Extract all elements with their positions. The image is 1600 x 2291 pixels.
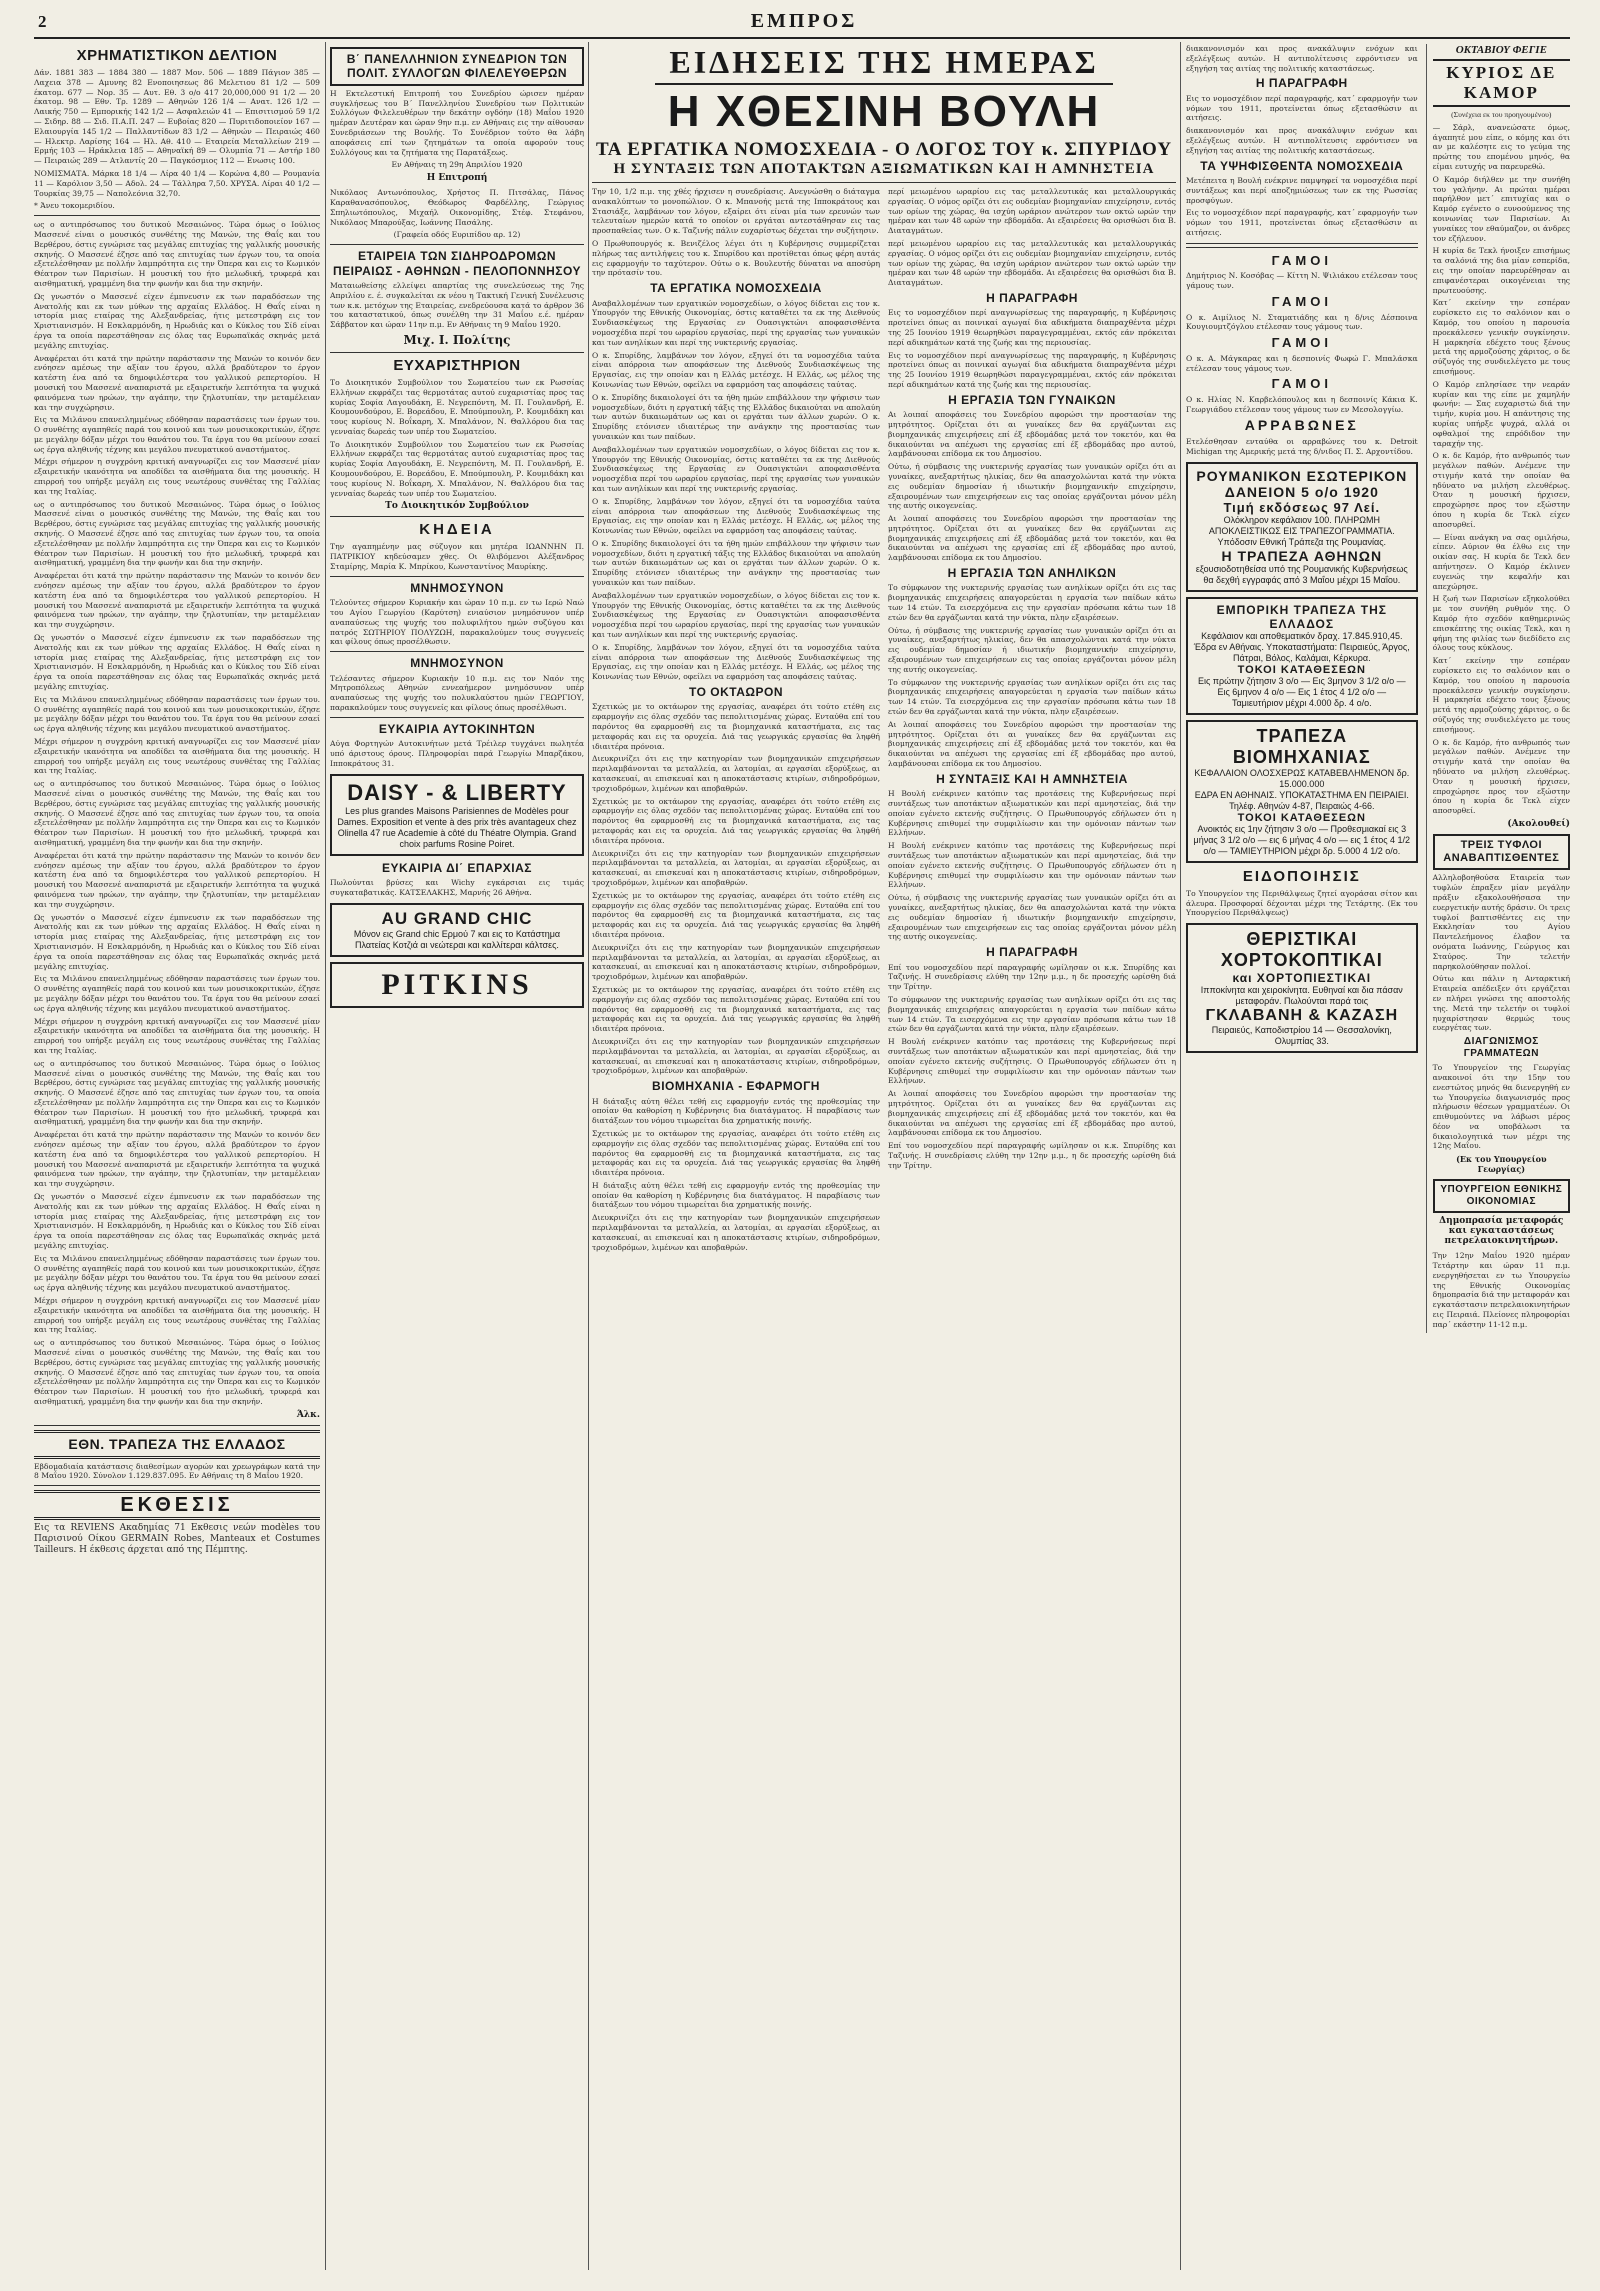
- grand-chic-ad: [330, 903, 584, 957]
- article-paragraph: Επί του νομοσχεδίου περί παραγραφής ωμίλησαν οι κ.κ. Σπυρίδης και Ταζινής. Η συνεδρίασις ελύθη την 12ην μ.μ., η δε προσεχής ωρίσθη διά την Τρίτην.: [888, 962, 1176, 992]
- ad-firm: ΓΚΛΑΒΑΝΗ & ΚΑΖΑΣΗ: [1205, 1007, 1399, 1025]
- article-paragraph: Η διάταξις αύτη θέλει τεθή εις εφαρμογήν εντός της προθεσμίας την οποίαν θα καθορίση η Κυβέρνησις δια διατάγματος. Η παραβίασις των διατάξεων του νόμου τιμωρείται δια χρηματικής ποινής.: [592, 1096, 880, 1126]
- bank-notice-title: ΕΘΝ. ΤΡΑΠΕΖΑ ΤΗΣ ΕΛΛΑΔΟΣ: [34, 1430, 320, 1459]
- section-heading: Η ΣΥΝΤΑΞΙΣ ΚΑΙ Η ΑΜΝΗΣΤΕΙΑ: [936, 771, 1128, 786]
- article-paragraph: Το σύμφωνον της νυκτερινής εργασίας των ανηλίκων ορίζει ότι εις τας βιομηχανικάς επιχειρήσεις απαγορεύεται η εργασία των παίδων κάτω των 14 ετών. Τα εισερχόμενα εις την εργασίαν πρόσωπα κάτω των 18 ετών δεν θα εργάζωνται κατά την νύκτα, πλην εξαιρέσεων.: [888, 583, 1176, 622]
- notices-title: ΕΙΔΟΠΟΙΗΣΙΣ: [1242, 867, 1361, 885]
- serial-paragraph: Η ζωή των Παρισίων εξηκολούθει με τον συνήθη ρυθμόν της. Ο Καμόρ ήτο σχεδόν καθημερινώς επισκέπτης της οικίας Τεκλ, και η φήμη της φιλίας των διεδίδετο εις όλους τους κύκλους.: [1432, 594, 1570, 653]
- ad-title: AU GRAND CHIC: [381, 908, 533, 928]
- romanian-loan-ad: [1186, 462, 1418, 592]
- article-paragraph: Μέχρι σήμερον η συγχρόνη κριτική αναγνωρίζει εις τον Μασσενέ μίαν εξαιρετικήν ικανότητα να αποδίδει τα αισθήματα δια της μουσικής. Η επιρροή του υπήρξε μεγάλη εις τους νεωτέρους συνθέτας της Γαλλίας και της Ιταλίας.: [34, 1016, 320, 1055]
- ad-text: Ιπποκίνητα και χειροκίνητα. Ευθηναί και δια πάσαν μεταφοράν. Πωλούνται παρά τοις: [1200, 985, 1403, 1007]
- weddings-text: Δημήτριος Ν. Κοσόβας — Κίττη Ν. Ψιλιάκου ετέλεσαν τους γάμους των.: [1186, 271, 1418, 291]
- ad-text: Ανοικτός εις 1ην ζήτησιν 3 ο/ο — Προθεσμιακαί εις 3 μήνας 3 1/2 ο/ο — εις 6 μήνας 4 ο/ο — εις 1 έτος 4 1/2 ο/ο — ΤΑΜΙΕΥΤΗΡΙΟΝ μέχρι δρ. 5.000 4 1/2 ο/ο.: [1193, 823, 1411, 856]
- funeral-title: ΚΗΔΕΙΑ: [419, 521, 495, 539]
- article-paragraph: Εις το νομοσχέδιον περί αναγνωρίσεως της παραγραφής, η Κυβέρνησις προτείνει όπως αι ποινικαί αγωγαί δια αδικήματα διαπραχθέντα μέχρι της 25 Ιουνίου 1919 θεωρηθώσι παραγεγραμμέναι, εκτός εάν πρόκειται περί αδικημάτων κατά της ζωής και της περιουσίας.: [888, 350, 1176, 389]
- economy-ministry-title: ΥΠΟΥΡΓΕΙΟΝ ΕΘΝΙΚΗΣ ΟΙΚΟΝΟΜΙΑΣ: [1433, 1179, 1570, 1213]
- divider: [330, 516, 584, 517]
- divider: [592, 182, 1176, 183]
- section-heading: ΒΙΟΜΗΧΑΝΙΑ - ΕΦΑΡΜΟΓΗ: [652, 1079, 820, 1094]
- economy-ministry-text: Την 12ην Μαΐου 1920 ημέραν Τετάρτην και ώραν 11 π.μ. ενεργηθήσεται εν τω Υπουργείω της Εθνικής Οικονομίας δημοπρασία διά την μεταφοράν και εγκατάστασιν πετρελαιοκινητήρων εις Πειραιά. Πλείονες πληροφορίαι παρ΄ εκάστην 11-12 π.μ.: [1432, 1251, 1570, 1329]
- article-paragraph: Η διάταξις αύτη θέλει τεθή εις εφαρμογήν εντός της προθεσμίας την οποίαν θα καθορίση η Κυβέρνησις δια διατάγματος. Η παραβίασις των διατάξεων του νόμου τιμωρείται δια χρηματικής ποινής.: [592, 1180, 880, 1210]
- article-paragraph: Αι λοιπαί αποφάσεις του Συνεδρίου αφορώσι την προστασίαν της μητρότητος. Ορίζεται ότι αι γυναίκες δεν θα εργάζωνται εις βιομηχανικάς επιχειρήσεις επί έξ εβδομάδας μετά τον τοκετόν, και θα δικαιούνται να απέχωσι της εργασίας επί έξ εβδομάδας προ αυτού, λαμβάνουσαι επίδομα εκ του Δημοσίου.: [888, 719, 1176, 769]
- article-paragraph: Διευκρινίζει ότι εις την κατηγορίαν των βιομηχανικών επιχειρήσεων περιλαμβάνονται τα μεταλλεία, αι λατομίαι, αι εργασίαι εξορύξεως, αι κατασκευαί, αι επισκευαί και η αποκατάστασις κτιρίων, σιδηροδρόμων, τροχιοδρόμων, λιμένων και αποβαθρών.: [592, 1213, 880, 1252]
- article-paragraph: Αι λοιπαί αποφάσεις του Συνεδρίου αφορώσι την προστασίαν της μητρότητος. Ορίζεται ότι αι γυναίκες δεν θα εργάζωνται εις βιομηχανικάς επιχειρήσεις επί έξ εβδομάδας μετά τον τοκετόν, και θα δικαιούνται να απέχωσι της εργασίας επί έξ εβδομάδας προ αυτού, λαμβάνουσαι επίδομα εκ του Δημοσίου.: [888, 514, 1176, 563]
- paper-name: ΕΜΠΡΟΣ: [750, 10, 858, 32]
- article-paragraph: Εις τα Μιλάνου επανειλημμένως εδόθησαν παραστάσεις των έργων του. Ο συνθέτης αγαπηθείς παρά του κοινού και των μουσικοκριτικών, έζησε με μεγάλην δόξαν μέχρι του θανάτου του. Τα έργα του θα μείνουν εσαεί ως έργα αληθινής τέχνης και μεγάλου πνευματικού αναστήματος.: [34, 974, 320, 1013]
- currency-text: ΝΟΜΙΣΜΑΤΑ. Μάρκα 18 1/4 — Λίρα 40 1/4 — Κορώνα 4,80 — Ρουμανία 11 — Καρόλιον 3,50 — Αδολ. 24 — Τάλληρα 7,50. ΧΡΥΣΑ. Λίραι 40 1/2 — Τουρκίας 39,75 — Ναπολεόνια 32,70.: [34, 168, 320, 198]
- article-paragraph: Ο κ. Σπυρίδης, λαμβάνων τον λόγον, εξηγεί ότι τα νομοσχέδια ταύτα είναι απόρροια των αποφάσεων της Διεθνούς Συνδιασκέψεως της Εργασίας, εις την οποίαν και η Ελλάς μετέσχε. Η Ελλάς, ως μέλος της Κοινωνίας των Εθνών, οφείλει να εφαρμόση τας αποφάσεις ταύτας.: [592, 350, 880, 389]
- ad-text: ΚΕΦΑΛΑΙΟΝ ΟΛΟΣΧΕΡΩΣ ΚΑΤΑΒΕΒΛΗΜΕΝΟΝ δρ. 15.000.000: [1194, 767, 1410, 789]
- divider: [330, 651, 584, 652]
- thanks-signature: Το Διοικητικόν Συμβούλιον: [385, 501, 529, 512]
- column-5: [1426, 44, 1570, 1333]
- ad-title: ΕΜΠΟΡΙΚΗ ΤΡΑΠΕΖΑ ΤΗΣ ΕΛΛΑΔΟΣ: [1216, 602, 1387, 631]
- sub-headline-2: Η ΣΥΝΤΑΞΙΣ ΤΩΝ ΑΠΟΤΑΚΤΩΝ ΑΞΙΩΜΑΤΙΚΩΝ ΚΑΙ Η ΑΜΝΗΣΤΕΙΑ: [613, 161, 1155, 177]
- main-headline-block: [592, 44, 1176, 178]
- right-columns: [1186, 44, 1570, 2269]
- article-paragraph: Ως γνωστόν ο Μασσενέ είχεν έμπνευσιν εκ των παραδόσεων της Ανατολής και εκ των μύθων της αρχαίας Ελλάδος. Η Θαΐς είναι η ιστορία μιας εταίρας της Αλεξανδρείας, ήτις μετεστράφη εις τον Χριστιανισμόν. Η Εσκλαρμόνδη, η Ηρωδιάς και ο Κύκλος του Σίδ είναι έργα τα οποία παρεστάθησαν εις όλας τας Ευρωπαϊκάς σκηνάς μετά μεγάλης επιτυχίας.: [34, 633, 320, 692]
- financial-note: * Άνευ τοκομεριδίου.: [34, 201, 115, 211]
- weddings-title: ΓΑΜΟΙ: [1271, 252, 1332, 268]
- article-paragraph: Ως γνωστόν ο Μασσενέ είχεν έμπνευσιν εκ των παραδόσεων της Ανατολής και εκ των μύθων της αρχαίας Ελλάδος. Η Θαΐς είναι η ιστορία μιας εταίρας της Αλεξανδρείας, ήτις μετεστράφη εις τον Χριστιανισμόν. Η Εσκλαρμόνδη, η Ηρωδιάς και ο Κύκλος του Σίδ είναι έργα τα οποία παρεστάθησαν εις όλας τας Ευρωπαϊκάς σκηνάς μετά μεγάλης επιτυχίας.: [34, 912, 320, 971]
- article-paragraph: Ούτω, ή σύμβασις της νυκτερινής εργασίας των γυναικών ορίζει ότι αι γυναίκες, ανεξαρτήτως ηλικίας, δεν θα απασχολώνται κατά την νύκτα εις ουδεμίαν δημοσίαν ή ιδιωτικήν βιομηχανικήν επιχείρησιν, εξαιρουμένων των επιχειρήσεων εις τας οποίας εργάζονται μόνον μέλη της αυτής οικογενείας.: [888, 893, 1176, 942]
- committee-address: (Γραφεία οδός Ευριπίδου αρ. 12): [393, 230, 521, 240]
- newspaper-page: [34, 12, 1570, 2274]
- article-paragraph: ως ο αντιπρόσωπος του δυτικού Μεσαιώνος. Τώρα όμως ο Ιούλιος Μασσενέ είναι ο μουσικός συνθέτης της Μανών, της Θαΐς και του Βερθέρου, όστις εγνώρισε τας μεγάλας επιτυχίας της γαλλικής μουσικής σκηνής. Ο Μασσενέ έζησε από τας επιτυχίας των έργων του, τα οποία εξετελέσθησαν με πολλήν λαμπρότητα εις την Όπερα και εις το Κωμικόν Θέατρον των Παρισίων. Η μουσική του ήτο μελωδική, τρυφερά και αισθηματική, γραμμένη δια την φωνήν και δια την σκηνήν.: [34, 1338, 320, 1406]
- serial-paragraph: — Είναι ανάγκη να σας ομιλήσω, είπεν. Αύριον θα έλθω εις την οικίαν σας. Η κυρία δε Τεκλ δεν απήντησεν. Ο Καμόρ έκλινεν ευγενώς την κεφαλήν και απεχώρησε.: [1432, 532, 1570, 591]
- assembly-date: Εν Αθήναις τη 29η Απριλίου 1920: [391, 160, 523, 170]
- serial-paragraph: — Σάρλ, ανανεώσατε όμως, άγαπητέ μου είπε, ο κόμης και ότι αν με καλέσητε εις το γεύμα της πρώτης του επομένου μηνός, θα είμαι ευτυχής να παρευρεθώ.: [1432, 122, 1570, 171]
- railway-text: Ματαιωθείσης ελλείψει απαρτίας της συνελεύσεως της 7ης Απριλίου ε. έ. συγκαλείται εκ νέου η Τακτική Γενική Συνέλευσις των κ.κ. μετόχων της Εταιρείας, ενεδρεύουσα κατά το άρθρον 36 του καταστατικού, όπως συνέλθη την 31 Μαΐου ε.έ. ημέραν Σάββατον και ώραν 11ην π.μ. Εν Αθήναις τη 9 Μαΐου 1920.: [330, 280, 584, 330]
- divider: [1186, 243, 1418, 248]
- province-title: ΕΥΚΑΙΡΙΑ ΔΙ΄ ΕΠΑΡΧΙΑΣ: [382, 860, 532, 875]
- blind-baptism-text: Αλληλοβοηθούσα Εταιρεία των τυφλών έπραξεν μίαν μεγάλην πράξιν εξακολουθήσασα την ευεργετικήν αυτής δράσιν. Οι τρεις τυφλοί βαπτισθέντες εις την Εκκλησίαν του Αγίου Παντελεήμονος έλαβον τα ονόματα Ιωάννης, Γεώργιος και Σταύρος. Την τελετήν παρηκολούθησαν πολλοί.: [1432, 873, 1570, 971]
- serial-continues: (Ακολουθεί): [1507, 818, 1570, 829]
- section-heading: Η ΠΑΡΑΓΡΑΦΗ: [1255, 76, 1348, 91]
- exhibition-text: Εις τα REVIENS Ακαδημίας 71 Εκθεσις νεών modèles του Παρισινού Οίκου GERMAIN Robes, Manteaux et Costumes Tailleurs. Η έκθεσις άρχεται από της Πέμπτης.: [34, 1523, 320, 1556]
- daisy-liberty-ad: [330, 774, 584, 856]
- ad-text: ΕΔΡΑ ΕΝ ΑΘΗΝΑΙΣ. ΥΠΟΚΑΤΑΣΤΗΜΑ ΕΝ ΠΕΙΡΑΙΕΙ. Τηλέφ. Αθηνών 4-87, Πειραιώς 4-66.: [1194, 789, 1409, 811]
- ad-title: ΤΡΑΠΕΖΑ ΒΙΟΜΗΧΑΝΙΑΣ: [1232, 725, 1371, 767]
- engagements-text: Ετελέσθησαν ενταύθα οι αρραβώνες του κ. Detroit Michigan της Αμερικής μετά της δ/νιδος Π. Σ. Αρχοντίδου.: [1186, 437, 1418, 457]
- article-paragraph: Εις το νομοσχέδιον περί παραγραφής, κατ΄ εφαρμογήν των νόμων του 1911, προτείνεται όπως εξετασθώσιν αι αιτήσεις.: [1186, 93, 1418, 123]
- article-paragraph: Σχετικώς με το οκτάωρον της εργασίας, αναφέρει ότι τούτο ετέθη εις εφαρμογήν εις όλας σχεδόν τας πεπολιτισμένας χώρας. Ενταύθα επί του παρόντος θα εφαρμοσθή εις τα βιομηχανικά καταστήματα, εις τας μεταφοράς και εις τα ορυχεία. Διά τας γεωργικάς εργασίας θα ληφθή ιδιαιτέρα πρόνοια.: [592, 796, 880, 845]
- serial-paragraph: Ο Καμόρ διήλθεν με την συνήθη του γαλήνην. Αι πρώται ημέραι παρήλθον μετ΄ επιτυχίας και ο Καμόρ εγένετο ο ευνοούμενος της κοινωνίας των Παρισίων. Αι γυναίκες τον εθαύμαζον, οι άνδρες τον εζήλευον.: [1432, 174, 1570, 243]
- article-paragraph: Ο κ. Σπυρίδης δικαιολογεί ότι τα ήθη ημών επιβάλλουν την ψήφισιν των νομοσχεδίων, διότι η εργατική τάξις της Ελλάδος δικαιούται να απολαύη των αυτών δικαιωμάτων ως και οι εργάται των άλλων χωρών. Ο κ. Σπυρίδης ετόνισεν ιδιαιτέρως την ανάγκην της προστασίας των γυναικών και των παίδων.: [592, 538, 880, 588]
- article-paragraph: Αναφέρεται ότι κατά την πρώτην παράστασιν της Μανών το κοινόν δεν ενόησεν αμέσως την αξίαν του έργου, αλλά βραδύτερον το έργον κατέστη ένα από τα δημοφιλέστερα του γαλλικού ρεπερτορίου. Η μουσική του Μασσενέ αναπαριστά με εξαιρετικήν λεπτότητα τα ψυχικά φαινόμενα των ηρώων, την αγάπην, την ζηλοτυπίαν, την μεταμέλειαν και την συγχώρησιν.: [34, 353, 320, 412]
- article-paragraph: Διευκρινίζει ότι εις την κατηγορίαν των βιομηχανικών επιχειρήσεων περιλαμβάνονται τα μεταλλεία, αι λατομίαι, αι εργασίαι εξορύξεως, αι κατασκευαί, αι επισκευαί και η αποκατάστασις κτιρίων, σιδηροδρόμων, τροχιοδρόμων, λιμένων και αποβαθρών.: [592, 1036, 880, 1076]
- ad-subtitle: και ΧΟΡΤΟΠΙΕΣΤΙΚΑΙ: [1232, 971, 1372, 986]
- serial-author: ΟΚΤΑΒΙΟΥ ΦΕΓΙΕ: [1455, 44, 1547, 56]
- ad-text: Πειραιεύς, Καποδιστρίου 14 — Θεσσαλονίκη, Ολυμπίας 33.: [1211, 1025, 1392, 1047]
- notices-text: Το Υπουργείον της Περιθάλψεως ζητεί αγοράσαι σίτον και άλευρα. Προσφοραί δέχονται μέχρι της Τετάρτης. (Εκ του Υπουργείου Περιθάλψεως): [1186, 888, 1418, 918]
- article-paragraph: περί μειωμένου ωραρίου εις τας μεταλλευτικάς και μεταλλουργικάς εργασίας. Ο νόμος ορίζει ότι εις ουδεμίαν βιομηχανίαν επιχείρησιν, εντός των ορίων της χώρας, θα ισχύη ωράριον ανώτερον των οκτώ ωρών την ημέραν και των 48 ωρών την εβδομάδα. Αι εξαιρέσεις θα ορισθώσι δια Β. Διαταγμάτων.: [888, 238, 1176, 288]
- story-column-right: [888, 187, 1176, 1255]
- serial-continued: (Συνέχεια εκ του προηγουμένου): [1451, 110, 1552, 119]
- harvesters-ad: [1186, 923, 1418, 1053]
- weddings-title: ΓΑΜΟΙ: [1271, 293, 1332, 309]
- thanks-title: ΕΥΧΑΡΙΣΤΗΡΙΟΝ: [393, 356, 521, 374]
- article-paragraph: Ως γνωστόν ο Μασσενέ είχεν έμπνευσιν εκ των παραδόσεων της Ανατολής και εκ των μύθων της αρχαίας Ελλάδος. Η Θαΐς είναι η ιστορία μιας εταίρας της Αλεξανδρείας, ήτις μετεστράφη εις τον Χριστιανισμόν. Η Εσκλαρμόνδη, η Ηρωδιάς και ο Κύκλος του Σίδ είναι έργα τα οποία παρεστάθησαν εις όλας τας Ευρωπαϊκάς σκηνάς μετά μεγάλης επιτυχίας.: [34, 291, 320, 350]
- section-heading: ΤΑ ΥΨΗΦΙΣΘΕΝΤΑ ΝΟΜΟΣΧΕΔΙΑ: [1200, 158, 1404, 173]
- article-paragraph: Αναβαλλομένων των εργατικών νομοσχεδίων, ο λόγος δίδεται εις τον κ. Υπουργόν της Εθνικής Οικονομίας, όστις καταθέτει τα εκ της Διεθνούς Συνδιασκέψεως της Εργασίας εν Ουασιγκτώνι αποφασισθέντα νομοσχέδια περί του ωραρίου εργασίας, περί της εργασίας των γυναικών και των ανηλίκων και περί της νυκτερινής εργασίας.: [592, 444, 880, 493]
- article-paragraph: Ούτω, ή σύμβασις της νυκτερινής εργασίας των γυναικών ορίζει ότι αι γυναίκες, ανεξαρτήτως ηλικίας, δεν θα απασχολώνται κατά την νύκτα εις ουδεμίαν δημοσίαν ή ιδιωτικήν βιομηχανικήν επιχείρησιν, εξαιρουμένων των επιχειρήσεων εις τας οποίας εργάζονται μόνον μέλη της αυτής οικογενείας.: [888, 625, 1176, 674]
- ad-text: Les plus grandes Maisons Parisiennes de Modèles pour Dames. Exposition et vente à des prix très avantageux chez Olinella 47 rue Academie à côté du Théatre Olympia. Grand choix parfums Rosine Poiret.: [337, 805, 577, 849]
- serial-paragraph: Ο Καμόρ επλησίασε την νεαράν κυρίαν και της είπε με χαμηλήν φωνήν: — Σας ευχαριστώ διά την τιμήν, κυρία μου. Η απάντησις της κυρίας υπήρξε ψυχρά, αλλά οι οφθαλμοί της επρόδιδον την ταραχήν της.: [1432, 379, 1570, 448]
- weddings-text: Ο κ. Ηλίας Ν. Καρβελόπουλος και η δεσποινίς Κάκια Κ. Γεωργιάδου ετέλεσαν τους γάμους των εν Μεσολογγίω.: [1186, 394, 1418, 414]
- memorial-title: ΜΝΗΜΟΣΥΝΟΝ: [410, 580, 504, 595]
- article-paragraph: Επί του νομοσχεδίου περί παραγραφής ωμίλησαν οι κ.κ. Σπυρίδης και Ταζινής. Η συνεδρίασις ελύθη την 12ην μ.μ., η δε προσεχής ωρίσθη διά την Τρίτην.: [888, 1141, 1176, 1170]
- masthead-rule: [34, 37, 1570, 39]
- article-paragraph: Εις τα Μιλάνου επανειλημμένως εδόθησαν παραστάσεις των έργων του. Ο συνθέτης αγαπηθείς παρά του κοινού και των μουσικοκριτικών, έζησε με μεγάλην δόξαν μέχρι του θανάτου του. Τα έργα του θα μείνουν εσαεί ως έργα αληθινής τέχνης και μεγάλου πνευματικού αναστήματος.: [34, 415, 320, 454]
- railway-title: ΕΤΑΙΡΕΙΑ ΤΩΝ ΣΙΔΗΡΟΔΡΟΜΩΝ ΠΕΙΡΑΙΩΣ - ΑΘΗΝΩΝ - ΠΕΛΟΠΟΝΝΗΣΟΥ: [332, 249, 581, 278]
- article-paragraph: Το σύμφωνον της νυκτερινής εργασίας των ανηλίκων ορίζει ότι εις τας βιομηχανικάς επιχειρήσεις απαγορεύεται η εργασία των παίδων κάτω των 14 ετών. Τα εισερχόμενα εις την εργασίαν πρόσωπα κάτω των 18 ετών δεν θα εργάζωνται κατά την νύκτα, πλην εξαιρέσεων.: [888, 677, 1176, 717]
- right-subcolumns: [1186, 44, 1570, 1333]
- article-paragraph: ως ο αντιπρόσωπος του δυτικού Μεσαιώνος. Τώρα όμως ο Ιούλιος Μασσενέ είναι ο μουσικός συνθέτης της Μανών, της Θαΐς και του Βερθέρου, όστις εγνώρισε τας μεγάλας επιτυχίας της γαλλικής μουσικής σκηνής. Ο Μασσενέ έζησε από τας επιτυχίας των έργων του, τα οποία εξετελέσθησαν με πολλήν λαμπρότητα εις την Όπερα και εις το Κωμικόν Θέατρον των Παρισίων. Η μουσική του ήτο μελωδική, τρυφερά και αισθηματική, γραμμένη δια την φωνήν και δια την σκηνήν.: [34, 1058, 320, 1127]
- serial-paragraph: Η κυρία δε Τεκλ ήνοιξεν επισήμως τα σαλόνιά της δια μίαν εσπερίδα, εις την οποίαν παρευρέθησαν αι επιφανέστεραι οικογένειαι της πρωτευούσης.: [1432, 246, 1570, 295]
- article-paragraph: Μέχρι σήμερον η συγχρόνη κριτική αναγνωρίζει εις τον Μασσενέ μίαν εξαιρετικήν ικανότητα να αποδίδει τα αισθήματα δια της μουσικής. Η επιρροή του υπήρξε μεγάλη εις τους νεωτέρους συνθέτας της Γαλλίας και της Ιταλίας.: [34, 737, 320, 776]
- column-rule: [588, 42, 589, 2270]
- divider: [330, 717, 584, 718]
- funeral-text: Την αγαπημένην μας σύζυγον και μητέρα ΙΩΑΝΝΗΝ Π. ΠΑΤΡΙΚΙΟΥ κηδεύσαμεν χθες. Οι θλιβόμενοι Αλέξανδρος Σταμίρης, Μαρία Κ. Μπρίκου, Κωνσταντίνος Μαυρίκης.: [330, 542, 584, 572]
- article-paragraph: Μέχρι σήμερον η συγχρόνη κριτική αναγνωρίζει εις τον Μασσενέ μίαν εξαιρετικήν ικανότητα να αποδίδει τα αισθήματα δια της μουσικής. Η επιρροή του υπήρξε μεγάλη εις τους νεωτέρους συνθέτας της Γαλλίας και της Ιταλίας.: [34, 1296, 320, 1335]
- ad-text: Μόνον εις Grand chic Ερμού 7 και εις το Κατάστημα Πλατείας Κοτζιά αι νεώτεραι και καλλίτεραι κάλτσες.: [353, 928, 561, 950]
- article-paragraph: Η Βουλή ενέκρινεν κατόπιν τας προτάσεις της Κυβερνήσεως περί συντάξεως των αποτάκτων αξιωματικών και περί αμνηστείας, διά την οποίαν εγένετο εκτενής συζήτησις. Ο Πρωθυπουργός εδήλωσεν ότι η Κυβέρνησις επιθυμεί την συμφιλίωσιν και την ομόνοιαν πάντων των Ελλήνων.: [888, 789, 1176, 838]
- article-paragraph: Εις το νομοσχέδιον περί αναγνωρίσεως της παραγραφής, η Κυβέρνησις προτείνει όπως αι ποινικαί αγωγαί δια αδικήματα διαπραχθέντα μέχρι της 25 Ιουνίου 1919 θεωρηθώσι παραγεγραμμέναι, εκτός εάν πρόκειται περί αδικημάτων κατά της ζωής και της περιουσίας.: [888, 308, 1176, 347]
- serial-paragraph: Ο κ. δε Καμόρ, ήτο ανθρωπός των μεγάλων παθών. Ανέμενε την στιγμήν κατά την οποίαν θα ηδύνατο να μιλήση ελευθέρως. Όταν η μουσική ήρχισεν, επροχώρησε προς τον εξώστην όπου η κυρία δε Τεκλ είχεν αποσυρθεί.: [1432, 737, 1570, 816]
- article-paragraph: Αναφέρεται ότι κατά την πρώτην παράστασιν της Μανών το κοινόν δεν ενόησεν αμέσως την αξίαν του έργου, αλλά βραδύτερον το έργον κατέστη ένα από τα δημοφιλέστερα του γαλλικού ρεπερτορίου. Η μουσική του Μασσενέ αναπαριστά με εξαιρετικήν λεπτότητα τα ψυχικά φαινόμενα των ηρώων, την αγάπην, την ζηλοτυπίαν, την μεταμέλειαν και την συγχώρησιν.: [34, 850, 320, 909]
- article-paragraph: ως ο αντιπρόσωπος του δυτικού Μεσαιώνος. Τώρα όμως ο Ιούλιος Μασσενέ είναι ο μουσικός συνθέτης της Μανών, της Θαΐς και του Βερθέρου, όστις εγνώρισε τας μεγάλας επιτυχίας της γαλλικής μουσικής σκηνής. Ο Μασσενέ έζησε από τας επιτυχίας των έργων του, τα οποία εξετελέσθησαν με πολλήν λαμπρότητα εις την Όπερα και εις το Κωμικόν Θέατρον των Παρισίων. Η μουσική του ήτο μελωδική, τρυφερά και αισθηματική, γραμμένη δια την φωνήν και δια την σκηνήν.: [34, 499, 320, 568]
- ad-text: Ολόκληρον κεφάλαιον 100. ΠΛΗΡΩΜΗ ΑΠΟΚΛΕΙΣΤΙΚΩΣ ΕΙΣ ΤΡΑΠΕΖΟΓΡΑΜΜΑΤΙΑ. Υπόδοσιν Εθνική Τράπεζα της Ρουμανίας.: [1208, 514, 1395, 547]
- ad-subtitle: ΤΟΚΟΙ ΚΑΤΑΘΕΣΕΩΝ: [1237, 663, 1366, 676]
- province-text: Πωλούνται βρύσες και Wichy εγκάρσιαι εις τιμάς συγκαταβατικάς. ΚΑΤΣΕΛΑΚΗΣ, Μαρνής 26 Αθήνα.: [330, 877, 584, 897]
- article-paragraph: Αναβαλλομένων των εργατικών νομοσχεδίων, ο λόγος δίδεται εις τον κ. Υπουργόν της Εθνικής Οικονομίας, όστις καταθέτει τα εκ της Διεθνούς Συνδιασκέψεως της Εργασίας εν Ουασιγκτώνι αποφασισθέντα νομοσχέδια περί του ωραρίου εργασίας, περί της εργασίας των γυναικών και των ανηλίκων και περί της νυκτερινής εργασίας.: [592, 590, 880, 640]
- article-paragraph: Ο κ. Σπυρίδης δικαιολογεί ότι τα ήθη ημών επιβάλλουν την ψήφισιν των νομοσχεδίων, διότι η εργατική τάξις της Ελλάδος δικαιούται να απολαύη των αυτών δικαιωμάτων ως και οι εργάται των άλλων χωρών. Ο κ. Σπυρίδης ετόνισεν ιδιαιτέρως την ανάγκην της προστασίας των γυναικών και των παίδων.: [592, 392, 880, 441]
- article-paragraph: περί μειωμένου ωραρίου εις τας μεταλλευτικάς και μεταλλουργικάς εργασίας. Ο νόμος ορίζει ότι εις ουδεμίαν βιομηχανίαν επιχείρησιν, εντός των ορίων της χώρας, θα ισχύη ωράριον ανώτερον των οκτώ ωρών την ημέραν και των 48 ωρών την εβδομάδα. Αι εξαιρέσεις θα ορισθώσι δια Β. Διαταγμάτων.: [888, 187, 1176, 236]
- divider: [330, 576, 584, 577]
- ad-title: ΡΟΥΜΑΝΙΚΟΝ ΕΣΩΤΕΡΙΚΟΝ ΔΑΝΕΙΟΝ 5 ο/ο 1920: [1196, 467, 1408, 500]
- serial-paragraph: Ο κ. δε Καμόρ, ήτο ανθρωπός των μεγάλων παθών. Ανέμενε την στιγμήν κατά την οποίαν θα ηδύνατο να μιλήση ελευθέρως. Όταν η μουσική ήρχισεν, επροχώρησε προς τον εξώστην όπου η κυρία δε Τεκλ είχεν αποσυρθεί.: [1432, 451, 1570, 529]
- industry-bank-ad: [1186, 720, 1418, 863]
- article-paragraph: Ούτω, ή σύμβασις της νυκτερινής εργασίας των γυναικών ορίζει ότι αι γυναίκες, ανεξαρτήτως ηλικίας, δεν θα απασχολώνται κατά την νύκτα εις ουδεμίαν δημοσίαν ή ιδιωτικήν βιομηχανικήν επιχείρησιν, εξαιρουμένων των επιχειρήσεων εις τας οποίας εργάζονται μόνον μέλη της αυτής οικογενείας.: [888, 462, 1176, 511]
- memorial-text: Τελέσαντες σήμερον Κυριακήν 10 π.μ. εις τον Ναόν της Μητροπόλεως Αθηνών εννεαήμερον μνημόσυνον υπέρ αναπαύσεως της ψυχής του πολυκλαύστου ημών ΓΕΩΡΓΙΟΥ, παρακαλούμεν τους συγγενείς και φίλους όπως προσέλθωσι.: [330, 673, 584, 713]
- story-column-left: [592, 187, 880, 1255]
- ad-text: εξουσιοδοτηθείσα υπό της Ρουμανικής Κυβερνήσεως θα δεχθή εγγραφάς από 3 Μαΐου μέχρι 15 Μαΐου.: [1195, 563, 1408, 585]
- article-paragraph: Αναφέρεται ότι κατά την πρώτην παράστασιν της Μανών το κοινόν δεν ενόησεν αμέσως την αξίαν του έργου, αλλά βραδύτερον το έργον κατέστη ένα από τα δημοφιλέστερα του γαλλικού ρεπερτορίου. Η μουσική του Μασσενέ αναπαριστά με εξαιρετικήν λεπτότητα τα ψυχικά φαινόμενα των ηρώων, την αγάπην, την ζηλοτυπίαν, την μεταμέλειαν και την συγχώρησιν.: [34, 1130, 320, 1189]
- section-heading: Η ΠΑΡΑΓΡΑΦΗ: [986, 290, 1078, 305]
- article-paragraph: Εις το νομοσχέδιον περί παραγραφής, κατ΄ εφαρμογήν των νόμων του 1911, προτείνεται όπως εξετασθώσιν αι αιτήσεις.: [1186, 208, 1418, 237]
- article-paragraph: διακανονισμόν και προς ανακάλυψιν ενόχων και εξελέγξεως αυτών. Η αντιπολίτευσις εφρόντισεν να εξηγήση τας αιτίας της πολιτικής καταστάσεως.: [1186, 126, 1418, 155]
- weddings-text: Ο κ. Α. Μάγκαρας και η δεσποινίς Φωφώ Γ. Μπαλάσκα ετέλεσαν τους γάμους των.: [1186, 353, 1418, 373]
- serial-novel-header: [1433, 44, 1570, 120]
- ad-title: ΘΕΡΙΣΤΙΚΑΙ ΧΟΡΤΟΚΟΠΤΙΚΑΙ: [1220, 929, 1383, 971]
- section-heading: Η ΕΡΓΑΣΙΑ ΤΩΝ ΑΝΗΛΙΚΩΝ: [947, 566, 1117, 581]
- bank-notice-text: Εβδομαδιαία κατάστασις διαθεσίμων αγορών και χρεωγράφων κατά την 8 Μαΐου 1920. Σύνολον 1.129.837.095. Εν Αθήναις τη 8 Μαΐου 1920.: [34, 1461, 320, 1481]
- section-heading: ΤΟ ΟΚΤΑΩΡΟΝ: [688, 685, 783, 700]
- thanks-text: Το Διοικητικόν Συμβούλιον του Σωματείου των εκ Ρωσσίας Ελλήνων εκφράζει τας θερμοτάτας αυτού ευχαριστίας προς τας κυρίας Σοφία Λαγουδάκη, Ε. Νεγρεπόντη, Μ. Π. Γουλανδρή, Ε. Κουμουνδούρου, Ε. Βορεάδου, Ε. Μπούμπουλη, Ρ. Κουμιδάκη και τους κυρίους Ν. Βοΐκαρη, Χ. Μπαλάνον, Ν. Θαλλόρου δια τας γενναίας δωρεάς των υπέρ του Σωματείου.: [330, 377, 584, 436]
- section-heading: Η ΕΡΓΑΣΙΑ ΤΩΝ ΓΥΝΑΙΚΩΝ: [948, 392, 1116, 407]
- column-rule: [1180, 42, 1181, 2270]
- section-heading: ΤΑ ΕΡΓΑΤΙΚΑ ΝΟΜΟΣΧΕΔΙΑ: [650, 281, 822, 296]
- engagements-title: ΑΡΡΑΒΩΝΕΣ: [1244, 417, 1359, 434]
- column-4: [1186, 44, 1418, 1333]
- weddings-title: ΓΑΜΟΙ: [1271, 376, 1332, 392]
- ad-subtitle: ΤΟΚΟΙ ΚΑΤΑΘΕΣΕΩΝ: [1237, 811, 1366, 824]
- article-paragraph: Ο Πρωθυπουργός κ. Βενιζέλος λέγει ότι η Κυβέρνησις συμμερίζεται πλήρως τας αντιλήψεις του κ. Σπυρίδου και προτίθεται όπως φέρη αυτάς εις εφαρμογήν το ταχύτερον. Ούτω ο κ. Βουλευτής δύναται να αποσύρη την πρότασίν του.: [592, 238, 880, 278]
- article-paragraph: Η Βουλή ενέκρινεν κατόπιν τας προτάσεις της Κυβερνήσεως περί συντάξεως των αποτάκτων αξιωματικών και περί αμνηστείας, διά την οποίαν εγένετο εκτενής συζήτησις. Ο Πρωθυπουργός εδήλωσεν ότι η Κυβέρνησις επιθυμεί την συμφιλίωσιν και την ομόνοιαν πάντων των Ελλήνων.: [888, 1037, 1176, 1086]
- divider: [330, 352, 584, 353]
- ad-price: Τιμή εκδόσεως 97 Λεί.: [1223, 499, 1381, 515]
- pitkins-ad: [330, 962, 584, 1008]
- article-paragraph: Αναφέρεται ότι κατά την πρώτην παράστασιν της Μανών το κοινόν δεν ενόησεν αμέσως την αξίαν του έργου, αλλά βραδύτερον το έργον κατέστη ένα από τα δημοφιλέστερα του γαλλικού ρεπερτορίου. Η μουσική του Μασσενέ αναπαριστά με εξαιρετικήν λεπτότητα τα ψυχικά φαινόμενα των ηρώων, την αγάπην, την ζηλοτυπίαν, την μεταμέλειαν και την συγχώρησιν.: [34, 571, 320, 630]
- main-headline: Η ΧΘΕΣΙΝΗ ΒΟΥΛΗ: [667, 87, 1101, 136]
- article-paragraph: Διευκρινίζει ότι εις την κατηγορίαν των βιομηχανικών επιχειρήσεων περιλαμβάνονται τα μεταλλεία, αι λατομίαι, αι εργασίαι εξορύξεως, αι κατασκευαί, αι επισκευαί και η αποκατάστασις κτιρίων, σιδηροδρόμων, τροχιοδρόμων, λιμένων και αποβαθρών.: [592, 754, 880, 793]
- serial-title: ΚΥΡΙΟΣ ΔΕ ΚΑΜΟΡ: [1433, 59, 1570, 107]
- article-paragraph: Ο κ. Σπυρίδης, λαμβάνων τον λόγον, εξηγεί ότι τα νομοσχέδια ταύτα είναι απόρροια των αποφάσεων της Διεθνούς Συνδιασκέψεως της Εργασίας, εις την οποίαν και η Ελλάς μετέσχε. Η Ελλάς, ως μέλος της Κοινωνίας των Εθνών, οφείλει να εφαρμόση τας αποφάσεις ταύτας.: [592, 642, 880, 682]
- article-paragraph: Διευκρινίζει ότι εις την κατηγορίαν των βιομηχανικών επιχειρήσεων περιλαμβάνονται τα μεταλλεία, αι λατομίαι, αι εργασίαι εξορύξεως, αι κατασκευαί, αι επισκευαί και η αποκατάστασις κτιρίων, σιδηροδρόμων, τροχιοδρόμων, λιμένων και αποβαθρών.: [592, 942, 880, 982]
- article-paragraph: Σχετικώς με το οκτάωρον της εργασίας, αναφέρει ότι τούτο ετέθη εις εφαρμογήν εις όλας σχεδόν τας πεπολιτισμένας χώρας. Ενταύθα επί του παρόντος θα εφαρμοσθή εις τα βιομηχανικά καταστήματα, εις τας μεταφοράς και εις τα ορυχεία. Διά τας γεωργικάς εργασίας θα ληφθή ιδιαιτέρα πρόνοια.: [592, 702, 880, 751]
- secretaries-exam-text: Το Υπουργείον της Γεωργίας ανακοινοί ότι την 15ην του ενεστώτος μηνός θα διενεργηθή εν τω Υπουργείω διαγωνισμός προς πλήρωσιν θέσεων γραμματέων. Οι επιθυμούντες να λάβωσι μέρος δέον να υποβάλωσι τα δικαιολογητικά των μέχρι της 12ης Μαΐου.: [1432, 1063, 1570, 1151]
- article-paragraph: Σχετικώς με το οκτάωρον της εργασίας, αναφέρει ότι τούτο ετέθη εις εφαρμογήν εις όλας σχεδόν τας πεπολιτισμένας χώρας. Ενταύθα επί του παρόντος θα εφαρμοσθή εις τα βιομηχανικά καταστήματα, εις τας μεταφοράς και εις τα ορυχεία. Διά τας γεωργικάς εργασίας θα ληφθή ιδιαιτέρα πρόνοια.: [592, 1128, 880, 1178]
- article-paragraph: Ο κ. Σπυρίδης, λαμβάνων τον λόγον, εξηγεί ότι τα νομοσχέδια ταύτα είναι απόρροια των αποφάσεων της Διεθνούς Συνδιασκέψεως της Εργασίας, εις την οποίαν και η Ελλάς μετέσχε. Η Ελλάς, ως μέλος της Κοινωνίας των Εθνών, οφείλει να εφαρμόση τας αποφάσεις ταύτας.: [592, 496, 880, 536]
- section-heading: Η ΠΑΡΑΓΡΑΦΗ: [986, 945, 1078, 960]
- divider: [34, 1485, 320, 1486]
- thanks-text: Το Διοικητικόν Συμβούλιον του Σωματείου των εκ Ρωσσίας Ελλήνων εκφράζει τας θερμοτάτας αυτού ευχαριστίας προς τας κυρίας Σοφία Λαγουδάκη, Ε. Νεγρεπόντη, Μ. Π. Γουλανδρή, Ε. Κουμουνδούρου, Ε. Βορεάδου, Ε. Μπούμπουλη, Ρ. Κουμιδάκη και τους κυρίους Ν. Βοΐκαρη, Χ. Μπαλάνον, Ν. Θαλλόρου δια τας γενναίας δωρεάς των υπέρ του Σωματείου.: [330, 439, 584, 498]
- ad-text: Κεφάλαιον και αποθεματικόν δραχ. 17.845.910,45. Έδρα εν Αθήναις. Υποκαταστήματα: Πειραιεύς, Άργος, Πάτραι, Βόλος, Καλάμαι, Κέρκυρα.: [1193, 630, 1410, 663]
- main-story: [592, 44, 1176, 2269]
- story-columns: [592, 187, 1176, 1255]
- memorial-text: Τελούντες σήμερον Κυριακήν και ώραν 10 π.μ. εν τω Ιερώ Ναώ του Αγίου Γεωργίου (Καρύτση) ενιαύσιον μνημόσυνον υπέρ αναπαύσεως της ψυχής του πολυφιλήτου ημών συζύγου και πατρός ΣΩΤΗΡΙΟΥ ΠΟΛΥΖΩΗ, παρακαλούμεν τους συγγενείς και φίλους όπως προσέλθωσιν.: [330, 598, 584, 647]
- section-kicker: ΕΙΔΗΣΕΙΣ ΤΗΣ ΗΜΕΡΑΣ: [655, 44, 1112, 85]
- assembly-text: Η Εκτελεστική Επιτροπή του Συνεδρίου ώρισεν ημέραν συγκλήσεως του Β΄ Πανελληνίου Συνεδρίου των Πολιτικών Συλλόγων Φιλελευθέρων την δεκάτην ογδόην (18) Μαΐου 1920 ημέραν Δευτέραν και ώραν 9ην π.μ. εν Αθήναις εις την αίθουσαν Συνεδριάσεων της Βουλής. Το Συνέδριον τούτο θα λάβη αποφάσεις επί των ζητημάτων τα οποία αφορούν τους Συλλόγους και τα ζητήματα της Παρατάξεως.: [330, 88, 584, 157]
- sub-headline: ΤΑ ΕΡΓΑΤΙΚΑ ΝΟΜΟΣΧΕΔΙΑ - Ο ΛΟΓΟΣ ΤΟΥ κ. ΣΠΥΡΙΔΟΥ: [595, 139, 1173, 160]
- divider: [34, 1425, 320, 1426]
- article-paragraph: Την 10, 1/2 π.μ. της χθές ήρχισεν η συνεδρίασις. Ανεγνώσθη ο διάταγμα ανακαλύπτων το μονοπώλιον. Ο κ. Μπανοής μετά της Ιπποκράτους και Στασιάξε, λαμβάνων τον λόγον, εξαίρει ότι είναι μία των ερευνών των τελευταίων ημερών κατά το οποίον οι εργάται αντεστάθησαν εις τας προσπαθείας των. Ο κ. Ταζινής πάλιν ευχαρίστως δέχεται την συζήτησιν.: [592, 187, 880, 236]
- committee-title: Η Επιτροπή: [426, 173, 488, 184]
- serial-paragraph: Κατ΄ εκείνην την εσπέραν ευρίσκετο εις το σαλόνιον και ο Καμόρ, του οποίου η παρουσία προεκάλεσεν γενικήν συγκίνησιν. Η μαρκησία εδέχετο τους ξένους μετά της αρμοζούσης χάριτος, ο δε σύζυγός της συνδιελέγετο με τους επισήμους.: [1432, 298, 1570, 376]
- article-paragraph: Μετέπειτα η Βουλή ενέκρινε παμψηφεί τα νομοσχέδια περί συντάξεως και περί αποζημιώσεως των εκ της Ρωσσίας προσφύγων.: [1186, 175, 1418, 205]
- financial-bulletin-text: Δάν. 1881 383 — 1884 380 — 1887 Μον. 506 — 1889 Πάγιον 385 — Λαχεια 378 — Αμυνης 82 Ενοποιησεως 86 Μελετιου 81 1/2 — 509 έκατομ. 677 — Νορ. 35 — Αυτ. Εθ. 3 ο/ο 417 20,000,000 91 1/2 — 20 έκατομ. 98 — Εθν. Τρ. 1289 — Αθηνών 126 1/4 — Ανατ. 126 1/2 — Λαικής 750 — Εμπορικής 142 1/2 — Ασφαλειών 41 — Επισιτισμού 59 1/2 — Σιδηρ. 88 — Σιδ. Π.Α.Π. 247 — Ευβοίας 820 — Πυριτιδοποιείον 167 — Ελαιουργία 145 1/2 — Παλλαντίδων 83 1/2 — Αθηνών — Πειραιώς 460 — Ηλεκτρ. Λαρίσης 164 — Ηλ. Αθ. 410 — Εταιρεία Μεταλλείων 219 — Ερμής 103 — Ηράκλεια 185 — Αθηναϊκή 89 — Ολυμπία 71 — Αστήρ 180 — Πειραιώς 289 — Ατλαντίς 20 — Παγκόσμιος 112 — Ενωσις 100.: [34, 68, 320, 166]
- economy-ministry-subtitle: Δημοπρασία μεταφοράς και εγκαταστάσεως πετρελαιοκινητήρων.: [1439, 1216, 1564, 1247]
- assembly-title: Β΄ ΠΑΝΕΛΛΗΝΙΟΝ ΣΥΝΕΔΡΙΟΝ ΤΩΝ ΠΟΛΙΤ. ΣΥΛΛΟΓΩΝ ΦΙΛΕΛΕΥΘΕΡΩΝ: [330, 47, 584, 86]
- serial-paragraph: Κατ΄ εκείνην την εσπέραν ευρίσκετο εις το σαλόνιον και ο Καμόρ, του οποίου η παρουσία προεκάλεσεν γενικήν συγκίνησιν. Η μαρκησία εδέχετο τους ξένους μετά της αρμοζούσης χάριτος, ο δε σύζυγός της συνδιελέγετο με τους επισήμους.: [1432, 656, 1570, 734]
- blind-baptism-title: ΤΡΕΙΣ ΤΥΦΛΟΙ ΑΝΑΒΑΠΤΙΣΘΕΝΤΕΣ: [1433, 834, 1570, 870]
- divider: [330, 244, 584, 245]
- weddings-title: ΓΑΜΟΙ: [1271, 335, 1332, 351]
- page-number: 2: [38, 12, 47, 31]
- article-paragraph: Αι λοιπαί αποφάσεις του Συνεδρίου αφορώσι την προστασίαν της μητρότητος. Ορίζεται ότι αι γυναίκες δεν θα εργάζωνται εις βιομηχανικάς επιχειρήσεις επί έξ εβδομάδας μετά τον τοκετόν, και θα δικαιούνται να απέχωσι της εργασίας επί έξ εβδομάδας προ αυτού, λαμβάνουσαι επίδομα εκ του Δημοσίου.: [888, 1089, 1176, 1138]
- article-paragraph: Σχετικώς με το οκτάωρον της εργασίας, αναφέρει ότι τούτο ετέθη εις εφαρμογήν εις όλας σχεδόν τας πεπολιτισμένας χώρας. Ενταύθα επί του παρόντος θα εφαρμοσθή εις τα βιομηχανικά καταστήματα, εις τας μεταφοράς και εις τα ορυχεία. Διά τας γεωργικάς εργασίας θα ληφθή ιδιαιτέρα πρόνοια.: [592, 984, 880, 1034]
- column-rule: [325, 42, 326, 2270]
- car-sale-text: Αύγα Φορτηγών Αυτοκινήτων μετά Τρέιλερ τυγχάνει πωλητέα υπό άριστους όρους. Πληροφορίαι παρά Γεωργίω Μπαρζάκου, Ιπποκράτους 31.: [330, 739, 584, 768]
- memorial-title: ΜΝΗΜΟΣΥΝΟΝ: [410, 656, 504, 671]
- blind-baptism-text: Ούτω και πάλιν η Ανταρκτική Εταιρεία απέδειξεν ότι εργάζεται εν πλήρει γνώσει της αποστολής της. Μετά την τελετήν οι τυφλοί ηυχαρίστησαν θερμώς τους ευεργέτας των.: [1432, 974, 1570, 1033]
- article-paragraph: Μέχρι σήμερον η συγχρόνη κριτική αναγνωρίζει εις τον Μασσενέ μίαν εξαιρετικήν ικανότητα να αποδίδει τα αισθήματα δια της μουσικής. Η επιρροή του υπήρξε μεγάλη εις τους νεωτέρους συνθέτας της Γαλλίας και της Ιταλίας.: [34, 457, 320, 496]
- divider: [34, 215, 320, 216]
- exhibition-title: ΕΚΘΕΣΙΣ: [34, 1490, 320, 1520]
- article-paragraph: Διευκρινίζει ότι εις την κατηγορίαν των βιομηχανικών επιχειρήσεων περιλαμβάνονται τα μεταλλεία, αι λατομίαι, αι εργασίαι εξορύξεως, αι κατασκευαί, αι επισκευαί και η αποκατάστασις κτιρίων, σιδηροδρόμων, τροχιοδρόμων, λιμένων και αποβαθρών.: [592, 848, 880, 887]
- article-signature: Άλκ.: [296, 1409, 320, 1420]
- ad-title: DAISY - & LIBERTY: [347, 779, 567, 805]
- article-paragraph: διακανονισμόν και προς ανακάλυψιν ενόχων και εξελέγξεως αυτών. Η αντιπολίτευσις εφρόντισεν να εξηγήση τας αιτίας της πολιτικής καταστάσεως.: [1186, 44, 1418, 73]
- article-paragraph: Το σύμφωνον της νυκτερινής εργασίας των ανηλίκων ορίζει ότι εις τας βιομηχανικάς επιχειρήσεις απαγορεύεται η εργασία των παίδων κάτω των 14 ετών. Τα εισερχόμενα εις την εργασίαν πρόσωπα κάτω των 18 ετών δεν θα εργάζωνται κατά την νύκτα, πλην εξαιρέσεων.: [888, 994, 1176, 1034]
- article-paragraph: Εις τα Μιλάνου επανειλημμένως εδόθησαν παραστάσεις των έργων του. Ο συνθέτης αγαπηθείς παρά του κοινού και των μουσικοκριτικών, έζησε με μεγάλην δόξαν μέχρι του θανάτου του. Τα έργα του θα μείνουν εσαεί ως έργα αληθινής τέχνης και μεγάλου πνευματικού αναστήματος.: [34, 1253, 320, 1293]
- committee-members: Νικόλαος Αντωνόπουλος, Χρήστος Π. Πιτσάλας, Πάνος Καραθανασόπουλος, Θεόδωρος Φαρδέλλης, Γεώργιος Σπηλιωτόπουλος, Μιχαήλ Οικονομίδης, Στέφ. Στεφάνου, Νικόλαος Μπαρούξας, Ιωάννης Πασάλης.: [330, 188, 584, 227]
- article-paragraph: Σχετικώς με το οκτάωρον της εργασίας, αναφέρει ότι τούτο ετέθη εις εφαρμογήν εις όλας σχεδόν τας πεπολιτισμένας χώρας. Ενταύθα επί του παρόντος θα εφαρμοσθή εις τα βιομηχανικά καταστήματα, εις τας μεταφοράς και εις τα ορυχεία. Διά τας γεωργικάς εργασίας θα ληφθή ιδιαιτέρα πρόνοια.: [592, 890, 880, 939]
- article-paragraph: ως ο αντιπρόσωπος του δυτικού Μεσαιώνος. Τώρα όμως ο Ιούλιος Μασσενέ είναι ο μουσικός συνθέτης της Μανών, της Θαΐς και του Βερθέρου, όστις εγνώρισε τας μεγάλας επιτυχίας της γαλλικής μουσικής σκηνής. Ο Μασσενέ έζησε από τας επιτυχίας των έργων του, τα οποία εξετελέσθησαν με πολλήν λαμπρότητα εις την Όπερα και εις το Κωμικόν Θέατρον των Παρισίων. Η μουσική του ήτο μελωδική, τρυφερά και αισθηματική, γραμμένη δια την φωνήν και δια την σκηνήν.: [34, 779, 320, 847]
- article-paragraph: ως ο αντιπρόσωπος του δυτικού Μεσαιώνος. Τώρα όμως ο Ιούλιος Μασσενέ είναι ο μουσικός συνθέτης της Μανών, της Θαΐς και του Βερθέρου, όστις εγνώρισε τας μεγάλας επιτυχίας της γαλλικής μουσικής σκηνής. Ο Μασσενέ έζησε από τας επιτυχίας των έργων του, τα οποία εξετελέσθησαν με πολλήν λαμπρότητα εις την Όπερα και εις το Κωμικόν Θέατρον των Παρισίων. Η μουσική του ήτο μελωδική, τρυφερά και αισθηματική, γραμμένη δια την φωνήν και δια την σκηνήν.: [34, 220, 320, 288]
- ad-text: Εις πρώτην ζήτησιν 3 ο/ο — Εις 3μηνον 3 1/2 ο/ο — Εις 6μηνον 4 ο/ο — Εις 1 έτος 4 1/2 ο/ο — Ταμιευτήριον μέχρι 4.000 δρ. 4 ο/ο.: [1197, 675, 1406, 708]
- commercial-bank-ad: [1186, 597, 1418, 715]
- car-sale-title: ΕΥΚΑΙΡΙΑ ΑΥΤΟΚΙΝΗΤΩΝ: [378, 721, 536, 736]
- article-paragraph: Ως γνωστόν ο Μασσενέ είχεν έμπνευσιν εκ των παραδόσεων της Ανατολής και εκ των μύθων της αρχαίας Ελλάδος. Η Θαΐς είναι η ιστορία μιας εταίρας της Αλεξανδρείας, ήτις μετεστράφη εις τον Χριστιανισμόν. Η Εσκλαρμόνδη, η Ηρωδιάς και ο Κύκλος του Σίδ είναι έργα τα οποία παρεστάθησαν εις όλας τας Ευρωπαϊκάς σκηνάς μετά μεγάλης επιτυχίας.: [34, 1192, 320, 1251]
- ad-title: PITKINS: [381, 967, 533, 1001]
- article-paragraph: Η Βουλή ενέκρινεν κατόπιν τας προτάσεις της Κυβερνήσεως περί συντάξεως των αποτάκτων αξιωματικών και περί αμνηστείας, διά την οποίαν εγένετο εκτενής συζήτησις. Ο Πρωθυπουργός εδήλωσεν ότι η Κυβέρνησις επιθυμεί την συμφιλίωσιν και την ομόνοιαν πάντων των Ελλήνων.: [888, 841, 1176, 890]
- railway-signature: Μιχ. Ι. Πολίτης: [403, 332, 511, 347]
- column-1: [34, 44, 320, 2269]
- financial-bulletin-title: ΧΡΗΜΑΤΙΣΤΙΚΟΝ ΔΕΛΤΙΟΝ: [76, 47, 278, 64]
- secretaries-exam-sign: (Εκ του Υπουργείου Γεωργίας): [1456, 1154, 1547, 1175]
- masthead: [34, 12, 1570, 34]
- article-paragraph: Εις τα Μιλάνου επανειλημμένως εδόθησαν παραστάσεις των έργων του. Ο συνθέτης αγαπηθείς παρά του κοινού και των μουσικοκριτικών, έζησε με μεγάλην δόξαν μέχρι του θανάτου του. Τα έργα του θα μείνουν εσαεί ως έργα αληθινής τέχνης και μεγάλου πνευματικού αναστήματος.: [34, 694, 320, 734]
- article-paragraph: Αι λοιπαί αποφάσεις του Συνεδρίου αφορώσι την προστασίαν της μητρότητος. Ορίζεται ότι αι γυναίκες δεν θα εργάζωνται εις βιομηχανικάς επιχειρήσεις επί έξ εβδομάδας μετά τον τοκετόν, και θα δικαιούνται να απέχωσι της εργασίας επί έξ εβδομάδας προ αυτού, λαμβάνουσαι επίδομα εκ του Δημοσίου.: [888, 410, 1176, 459]
- column-2: [330, 44, 584, 2269]
- weddings-text: Ο κ. Αιμίλιος Ν. Σταματιάδης και η δ/νις Δέσποινα Κουγιουμτζόγλου ετέλεσαν τους γάμους των.: [1186, 312, 1418, 332]
- article-paragraph: Αναβαλλομένων των εργατικών νομοσχεδίων, ο λόγος δίδεται εις τον κ. Υπουργόν της Εθνικής Οικονομίας, όστις καταθέτει τα εκ της Διεθνούς Συνδιασκέψεως της Εργασίας εν Ουασιγκτώνι αποφασισθέντα νομοσχέδια περί του ωραρίου εργασίας, περί της εργασίας των γυναικών και των ανηλίκων και περί της νυκτερινής εργασίας.: [592, 298, 880, 347]
- ad-bank: Η ΤΡΑΠΕΖΑ ΑΘΗΝΩΝ: [1221, 547, 1383, 564]
- secretaries-exam-title: ΔΙΑΓΩΝΙΣΜΟΣ ΓΡΑΜΜΑΤΕΩΝ: [1463, 1036, 1539, 1060]
